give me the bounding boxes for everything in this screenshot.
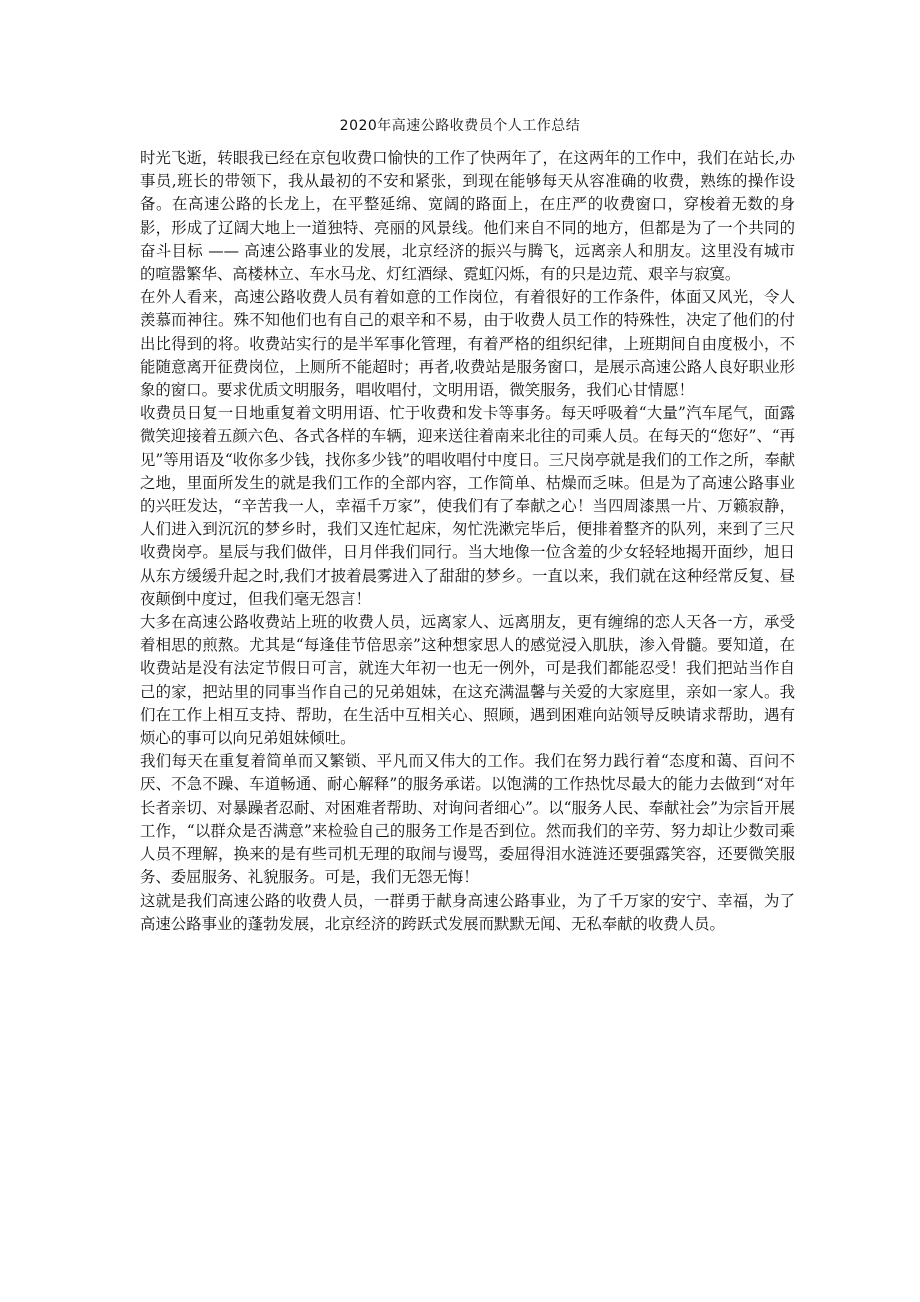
paragraph-3: 收费员日复一日地重复着文明用语、忙于收费和发卡等事务。每天呼吸着“大量”汽车尾气，面露微笑迎接着五颜六色、各式各样的车辆，迎来送往着南来北往的司乘人员。在每天的“您好”、“再见”等用语及“收你多少钱，找你多少钱”的唱收唱付中度日。三尺岗亭就是我们的工作之所，奉献之地，里面所发生的就是我们工作的全部内容，工作简单、枯燥而乏味。但是为了高速公路事业的兴旺发达，“辛苦我一人，幸福千万家”，使我们有了奉献之心！当四周漆黑一片、万籁寂静，人们进入到沉沉的梦乡时，我们又连忙起床，匆忙洗漱完毕后，便排着整齐的队列，来到了三尺收费岗亭。星辰与我们做伴，日月伴我们同行。当大地像一位含羞的少女轻轻地揭开面纱，旭日从东方缓缓升起之时,我们才披着晨雾进入了甜甜的梦乡。一直以来，我们就在这种经常反复、昼夜颠倒中度过，但我们毫无怨言！ <box>140 404 795 608</box>
paragraph-5: 我们每天在重复着简单而又繁锁、平凡而又伟大的工作。我们在努力践行着“态度和蔼、百问不厌、不急不躁、车道畅通、耐心解释”的服务承诺。以饱满的工作热忱尽最大的能力去做到“对年长者亲切、对暴躁者忍耐、对困难者帮助、对询问者细心”。以“服务人民、奉献社会”为宗旨开展工作，“以群众是否满意”来检验自己的服务工作是否到位。然而我们的辛劳、努力却让少数司乘人员不理解，换来的是有些司机无理的取闹与谩骂，委屈得泪水涟涟还要强露笑容，还要微笑服务、委屈服务、礼貌服务。可是，我们无怨无悔！ <box>140 752 795 887</box>
paragraph-2: 在外人看来，高速公路收费人员有着如意的工作岗位，有着很好的工作条件，体面又风光，令人羡慕而神往。殊不知他们也有自己的艰辛和不易，由于收费人员工作的特殊性，决定了他们的付出比得到的将。收费站实行的是半军事化管理，有着严格的组织纪律，上班期间自由度极小，不能随意离开征费岗位，上厕所不能超时；再者,收费站是服务窗口，是展示高速公路人良好职业形象的窗口。要求优质文明服务，唱收唱付，文明用语，微笑服务，我们心甘情愿！ <box>140 288 795 400</box>
paragraph-6: 这就是我们高速公路的收费人员，一群勇于献身高速公路事业，为了千万家的安宁、幸福，为了高速公路事业的蓬勃发展，北京经济的跨跃式发展而默默无闻、无私奉献的收费人员。 <box>140 891 795 933</box>
document-body <box>140 147 795 936</box>
paragraph-1: 时光飞逝，转眼我已经在京包收费口愉快的工作了快两年了，在这两年的工作中，我们在站长,办事员,班长的带领下，我从最初的不安和紧张，到现在能够每天从容准确的收费，熟练的操作设备。在高速公路的长龙上，在平整延绵、宽阔的路面上，在庄严的收费窗口，穿梭着无数的身影，形成了辽阔大地上一道独特、亮丽的风景线。他们来自不同的地方，但都是为了一个共同的奋斗目标 —— 高速公路事业的发展，北京经济的振兴与腾飞，远离亲人和朋友。这里没有城市的喧嚣繁华、高楼林立、车水马龙、灯红酒绿、霓虹闪烁，有的只是边荒、艰辛与寂寞。 <box>140 149 795 284</box>
document-title: 2020年高速公路收费员个人工作总结 <box>339 118 581 134</box>
paragraph-4: 大多在高速公路收费站上班的收费人员，远离家人、远离朋友，更有缠绵的恋人天各一方，承受着相思的煎熬。尤其是“每逢佳节倍思亲”这种想家思人的感觉浸入肌肤，渗入骨髓。要知道，在收费站是没有法定节假日可言，就连大年初一也无一例外，可是我们都能忍受！我们把站当作自己的家，把站里的同事当作自己的兄弟姐妹，在这充满温馨与关爱的大家庭里，亲如一家人。我们在工作上相互支持、帮助，在生活中互相关心、照顾，遇到困难向站领导反映请求帮助，遇有烦心的事可以向兄弟姐妹倾吐。 <box>140 613 795 748</box>
